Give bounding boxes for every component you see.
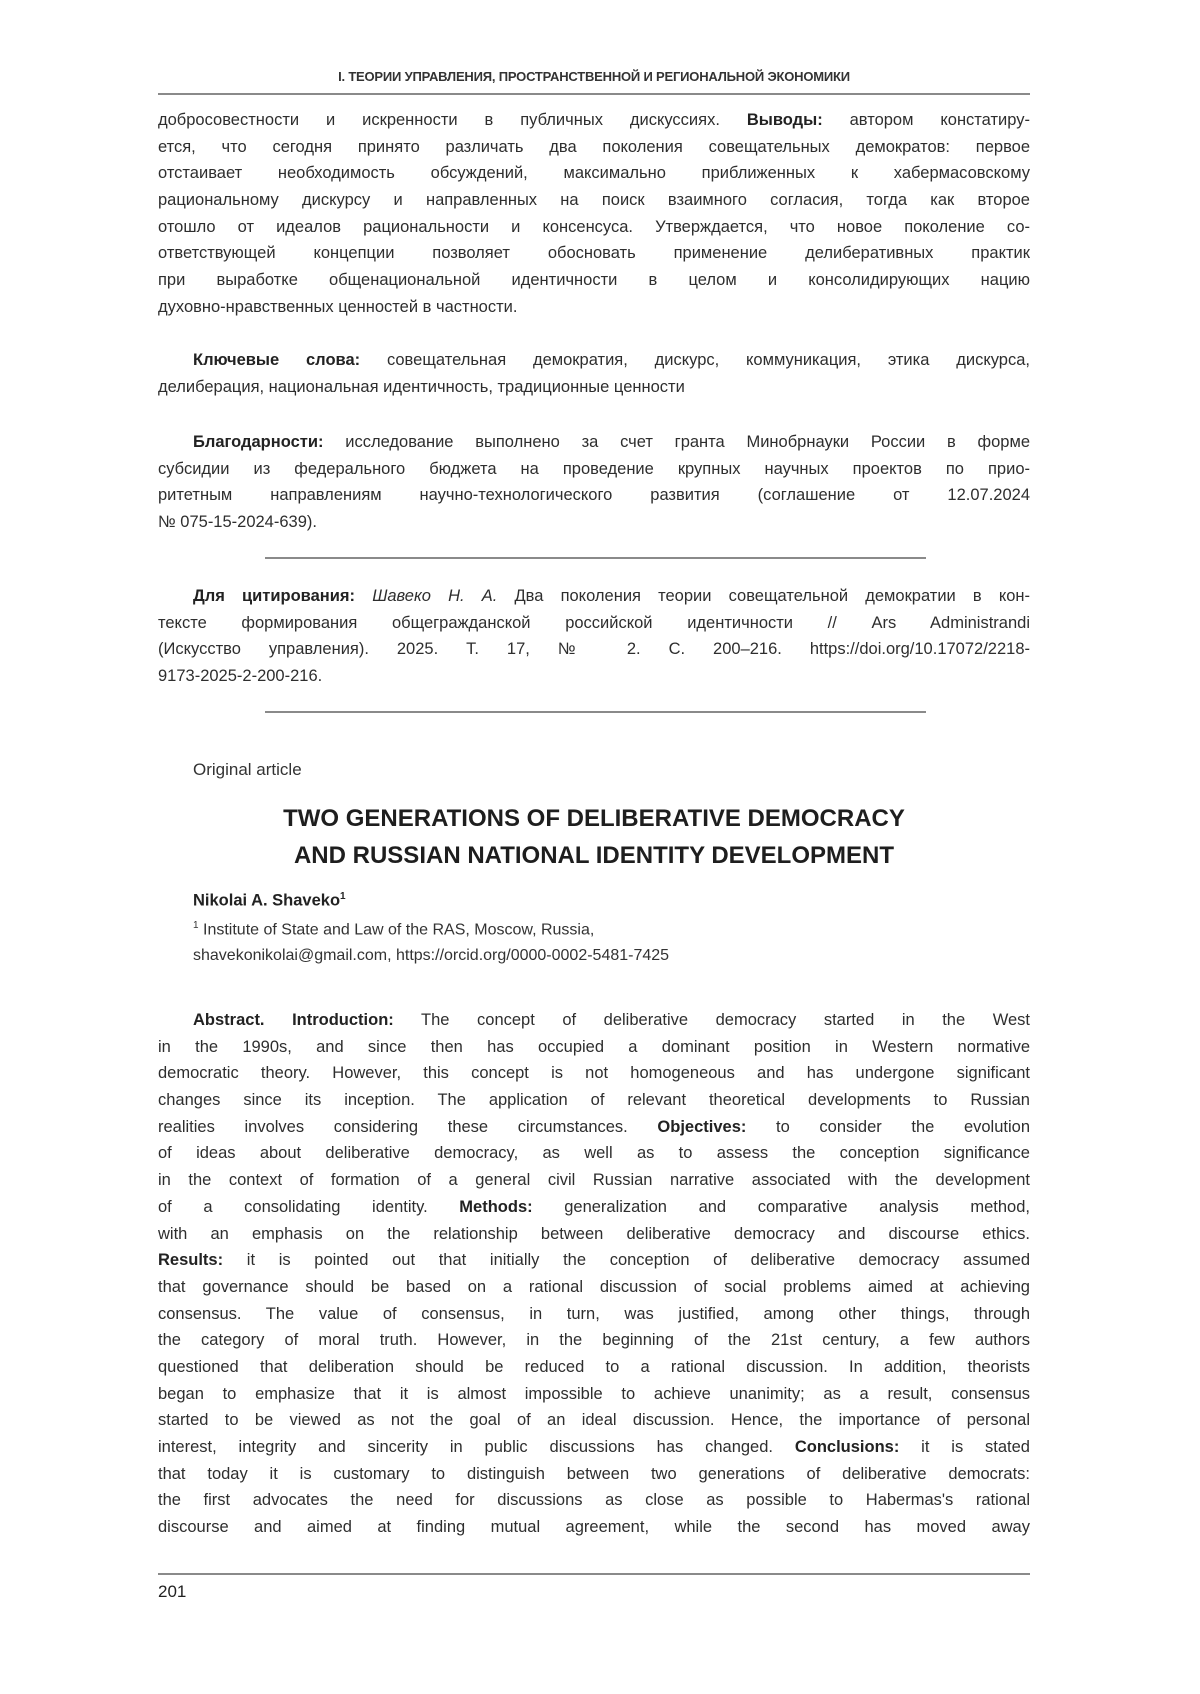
text-line [158, 429, 1030, 456]
text-line [158, 1301, 1030, 1328]
text-line [158, 1514, 1030, 1541]
text-line [158, 187, 1030, 214]
affiliation [193, 920, 594, 939]
text-segment: тексте формирования общегражданской российской идентичности // Ars Administrandi [158, 614, 1030, 632]
bold-label: Conclusions: [795, 1438, 900, 1456]
text-line [158, 374, 1030, 401]
text-line [158, 160, 1030, 187]
bold-label: Для цитирования: [193, 587, 355, 605]
text-line [158, 294, 1030, 321]
text-segment: democratic theory. However, this concept is not homogeneous and has undergone significant [158, 1064, 1030, 1082]
text-line [158, 1221, 1030, 1248]
text-segment: started to be viewed as not the goal of an ideal discussion. Hence, the importance of personal [158, 1411, 1030, 1429]
author-name [193, 891, 346, 911]
text-line [158, 240, 1030, 267]
keywords [158, 347, 1030, 400]
text-segment: consensus. The value of consensus, in turn, was justified, among other things, through [158, 1305, 1030, 1323]
text-line [158, 482, 1030, 509]
text-line [158, 663, 1030, 690]
affiliation-text: Institute of State and Law of the RAS, Moscow, Russia, [199, 921, 595, 938]
bold-label: Methods: [459, 1198, 532, 1216]
italic-text: Шавеко Н. А. [372, 587, 497, 605]
text-segment: realities involves considering these circumstances. [158, 1118, 657, 1136]
text-segment: (Искусство управления). 2025. Т. 17, № 2. С. 200–216. https://doi.org/10.17072/2218- [158, 640, 1030, 658]
footer-rule [158, 1573, 1030, 1575]
ru-abstract-continuation [158, 107, 1030, 321]
text-segment: that today it is customary to distinguish between two generations of deliberative democrats: [158, 1465, 1030, 1483]
acknowledgements [158, 429, 1030, 536]
text-segment: it is pointed out that initially the conception of deliberative democracy assumed [223, 1251, 1030, 1269]
text-line [158, 1114, 1030, 1141]
text-segment: changes since its inception. The application of relevant theoretical developments to Russian [158, 1091, 1030, 1109]
text-line [158, 1194, 1030, 1221]
text-segment: добросовестности и искренности в публичных дискуссиях. [158, 111, 747, 129]
text-line [158, 1407, 1030, 1434]
text-segment: interest, integrity and sincerity in public discussions has changed. [158, 1438, 795, 1456]
text-segment: the first advocates the need for discussions as close as possible to Habermas's rational [158, 1491, 1030, 1509]
text-line [158, 1060, 1030, 1087]
text-segment: совещательная демократия, дискурс, коммуникация, этика дискурса, [360, 351, 1030, 369]
text-segment: отстаивает необходимость обсуждений, максимально приближенных к хабермасовскому [158, 164, 1030, 182]
text-line [158, 1247, 1030, 1274]
text-segment: the category of moral truth. However, in the beginning of the 21st century, a few authors [158, 1331, 1030, 1349]
text-segment: субсидии из федерального бюджета на проведение крупных научных проектов по прио- [158, 460, 1030, 478]
text-segment: делиберация, национальная идентичность, традиционные ценности [158, 378, 685, 396]
text-line [158, 636, 1030, 663]
bold-label: Results: [158, 1251, 223, 1269]
header-rule [158, 93, 1030, 95]
text-segment: ответствующей концепции позволяет обосновать применение делиберативных практик [158, 244, 1030, 262]
bold-label: Благодарности: [193, 433, 324, 451]
text-segment: ется, что сегодня принято различать два поколения совещательных демократов: первое [158, 138, 1030, 156]
text-segment: отошло от идеалов рациональности и консенсуса. Утверждается, что новое поколение со- [158, 218, 1030, 236]
text-line [158, 1461, 1030, 1488]
text-line [158, 267, 1030, 294]
citation [158, 583, 1030, 690]
text-segment: рациональному дискурсу и направленных на поиск взаимного согласия, тогда как второе [158, 191, 1030, 209]
text-line [158, 1140, 1030, 1167]
text-line [158, 583, 1030, 610]
author-name-text: Nikolai A. Shaveko [193, 892, 340, 910]
author-superscript: 1 [340, 891, 346, 902]
divider-rule [265, 557, 926, 559]
article-title [158, 800, 1030, 874]
text-line [158, 347, 1030, 374]
text-segment: исследование выполнено за счет гранта Минобрнауки России в форме [324, 433, 1031, 451]
text-line [158, 1487, 1030, 1514]
text-line [158, 1274, 1030, 1301]
text-line [158, 1381, 1030, 1408]
article-title-line: TWO GENERATIONS OF DELIBERATIVE DEMOCRACY [158, 800, 1030, 837]
article-title-line: AND RUSSIAN NATIONAL IDENTITY DEVELOPMENT [158, 837, 1030, 874]
text-line [158, 107, 1030, 134]
text-line [158, 1354, 1030, 1381]
text-segment: № 075-15-2024-639). [158, 513, 317, 531]
bold-label: Выводы: [747, 111, 823, 129]
text-line [158, 610, 1030, 637]
text-segment: of ideas about deliberative democracy, as well as to assess the conception significance [158, 1144, 1030, 1162]
text-segment: that governance should be based on a rational discussion of social problems aimed at achieving [158, 1278, 1030, 1296]
text-segment: discourse and aimed at finding mutual agreement, while the second has moved away [158, 1518, 1030, 1536]
text-line [158, 1087, 1030, 1114]
text-segment: to consider the evolution [746, 1118, 1030, 1136]
text-segment: The concept of deliberative democracy started in the West [394, 1011, 1030, 1029]
text-line [158, 1327, 1030, 1354]
text-line [158, 509, 1030, 536]
text-segment: ритетным направлениям научно-технологического развития (соглашение от 12.07.2024 [158, 486, 1030, 504]
text-segment: духовно-нравственных ценностей в частности. [158, 298, 517, 316]
text-line [158, 214, 1030, 241]
text-segment: Два поколения теории совещательной демократии в кон- [497, 587, 1030, 605]
text-line [158, 456, 1030, 483]
running-header: I. ТЕОРИИ УПРАВЛЕНИЯ, ПРОСТРАНСТВЕННОЙ И РЕГИОНАЛЬНОЙ ЭКОНОМИКИ [158, 69, 1030, 84]
text-segment: questioned that deliberation should be reduced to a rational discussion. In addition, theorists [158, 1358, 1030, 1376]
text-segment: with an emphasis on the relationship between deliberative democracy and discourse ethics. [158, 1225, 1030, 1243]
article-type-label: Original article [193, 760, 302, 780]
text-line [158, 1434, 1030, 1461]
text-line [158, 1007, 1030, 1034]
bold-label: Abstract. Introduction: [193, 1011, 394, 1029]
text-segment: in the context of formation of a general civil Russian narrative associated with the development [158, 1171, 1030, 1189]
bold-label: Ключевые слова: [193, 351, 360, 369]
text-segment: it is stated [899, 1438, 1030, 1456]
bold-label: Objectives: [657, 1118, 746, 1136]
text-line [158, 134, 1030, 161]
text-segment: при выработке общенациональной идентичности в целом и консолидирующих нацию [158, 271, 1030, 289]
affiliation-superscript: 1 [193, 920, 199, 931]
text-line [158, 1034, 1030, 1061]
text-segment: began to emphasize that it is almost impossible to achieve unanimity; as a result, consensus [158, 1385, 1030, 1403]
divider-rule [265, 711, 926, 713]
author-contacts[interactable]: shavekonikolai@gmail.com, https://orcid.org/0000-0002-5481-7425 [193, 947, 669, 965]
text-segment: of a consolidating identity. [158, 1198, 459, 1216]
text-line [158, 1167, 1030, 1194]
text-segment: автором констатиру- [823, 111, 1030, 129]
text-segment [355, 587, 372, 605]
text-segment: in the 1990s, and since then has occupied a dominant position in Western normative [158, 1038, 1030, 1056]
text-segment: generalization and comparative analysis method, [533, 1198, 1030, 1216]
text-segment: 9173-2025-2-200-216. [158, 667, 322, 685]
page-number: 201 [158, 1582, 186, 1602]
en-abstract [158, 1007, 1030, 1541]
